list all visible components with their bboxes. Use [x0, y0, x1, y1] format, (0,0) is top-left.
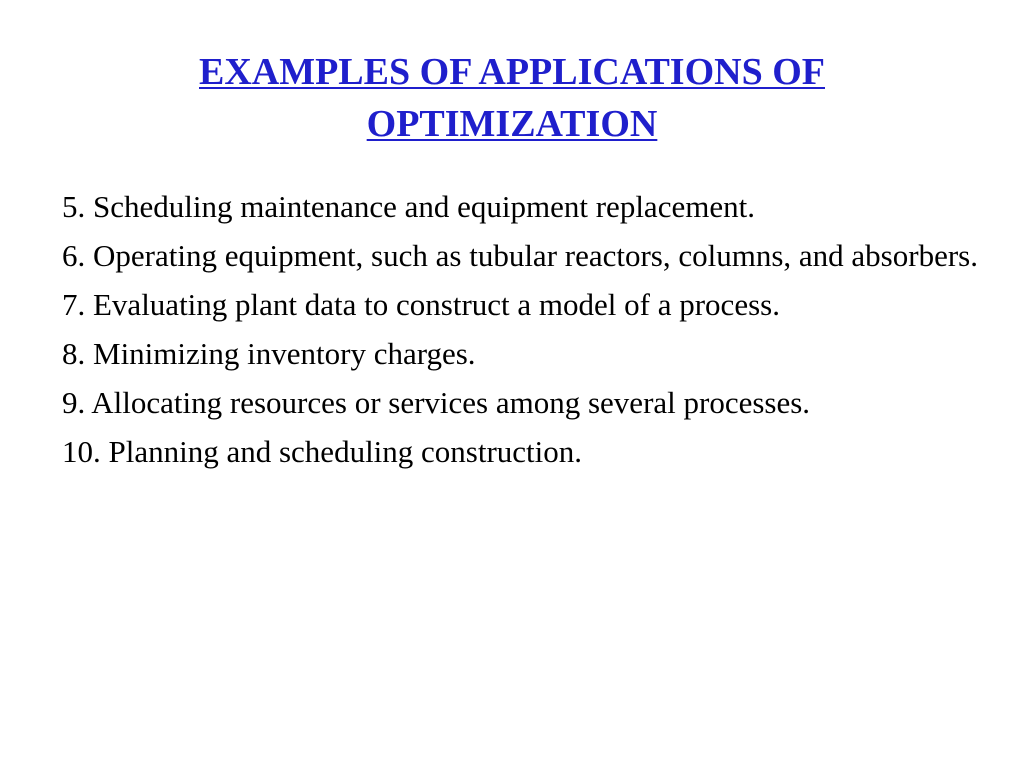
list-item-10: 10. Planning and scheduling construction.	[62, 434, 583, 469]
slide-title	[40, 46, 984, 150]
applications-list	[62, 186, 982, 480]
list-item-9: 9. Allocating resources or services among several processes.	[62, 385, 811, 420]
slide-title-line-1: EXAMPLES OF APPLICATIONS OF	[199, 51, 825, 93]
list-item-6: 6. Operating equipment, such as tubular reactors, columns, and absorbers.	[62, 238, 978, 273]
list-item-8: 8. Minimizing inventory charges.	[62, 336, 476, 371]
list-item-5: 5. Scheduling maintenance and equipment replacement.	[62, 189, 755, 224]
slide-title-line-2: OPTIMIZATION	[366, 103, 658, 145]
list-item-7: 7. Evaluating plant data to construct a model of a process.	[62, 287, 780, 322]
